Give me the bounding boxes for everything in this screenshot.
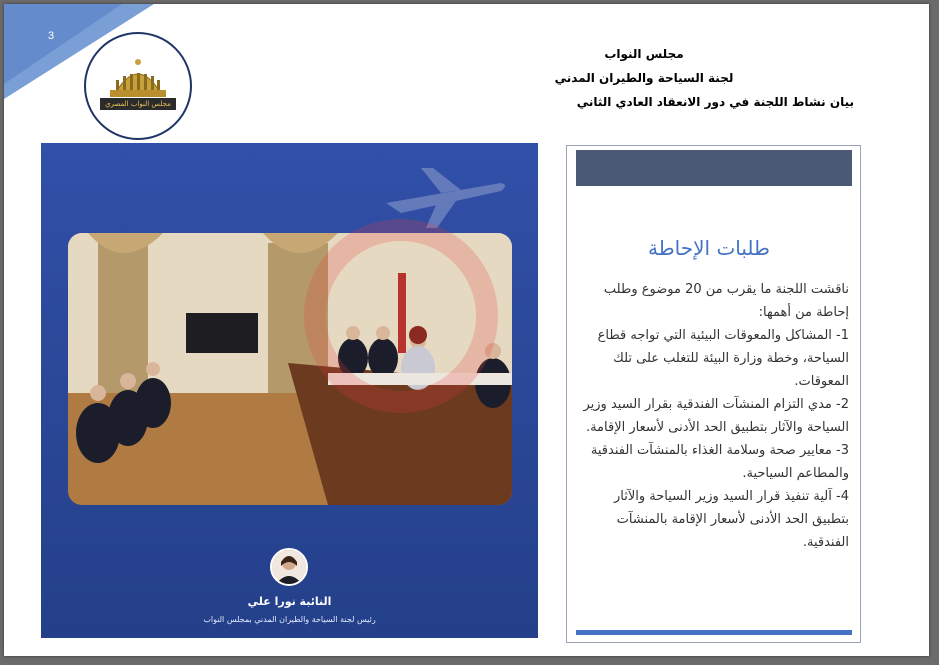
- section-intro: ناقشت اللجنة ما يقرب من 20 موضوع وطلب إحاطة من أهمها:: [603, 282, 849, 320]
- request-list: [579, 324, 849, 554]
- logo-label: مجلس النواب المصري: [100, 98, 176, 110]
- list-item: 3- معايير صحة وسلامة الغذاء بالمنشآت الفندقية والمطاعم السياحية.: [590, 443, 849, 481]
- member-name: النائبة نورا علي: [247, 595, 332, 608]
- watermark-ring: [304, 219, 498, 413]
- header-line-parliament: مجلس النواب: [604, 47, 684, 61]
- photo-panel: [41, 143, 538, 638]
- section-body: [579, 278, 849, 554]
- info-panel-footer-bar: [576, 630, 852, 635]
- member-title: رئيس لجنة السياحة والطيران المدني بمجلس النواب: [203, 615, 376, 624]
- header-line-committee: لجنة السياحة والطيران المدني: [554, 71, 734, 85]
- info-panel-header-bar: [576, 150, 852, 186]
- header-line-report: بيان نشاط اللجنة في دور الانعقاد العادي الثاني: [576, 95, 854, 109]
- document-page: [4, 4, 929, 656]
- info-panel: [566, 145, 861, 643]
- member-avatar: [270, 548, 308, 586]
- list-item: 4- آلية تنفيذ قرار السيد وزير السياحة والآثار بتطبيق الحد الأدنى لأسعار الإقامة بالمنشآت الفندقية.: [614, 489, 849, 550]
- section-title: طلبات الإحاطة: [648, 236, 770, 260]
- list-item: 1- المشاكل والمعوقات البيئية التي تواجه قطاع السياحة، وخطة وزارة البيئة للتغلب على تلك المعوقات.: [597, 328, 849, 389]
- page-number: 3: [48, 30, 55, 42]
- parliament-logo: [84, 32, 192, 140]
- list-item: 2- مدي التزام المنشآت الفندقية بقرار السيد وزير السياحة والآثار بتطبيق الحد الأدنى لأسعار الإقامة.: [583, 397, 849, 435]
- document-header: [434, 42, 854, 114]
